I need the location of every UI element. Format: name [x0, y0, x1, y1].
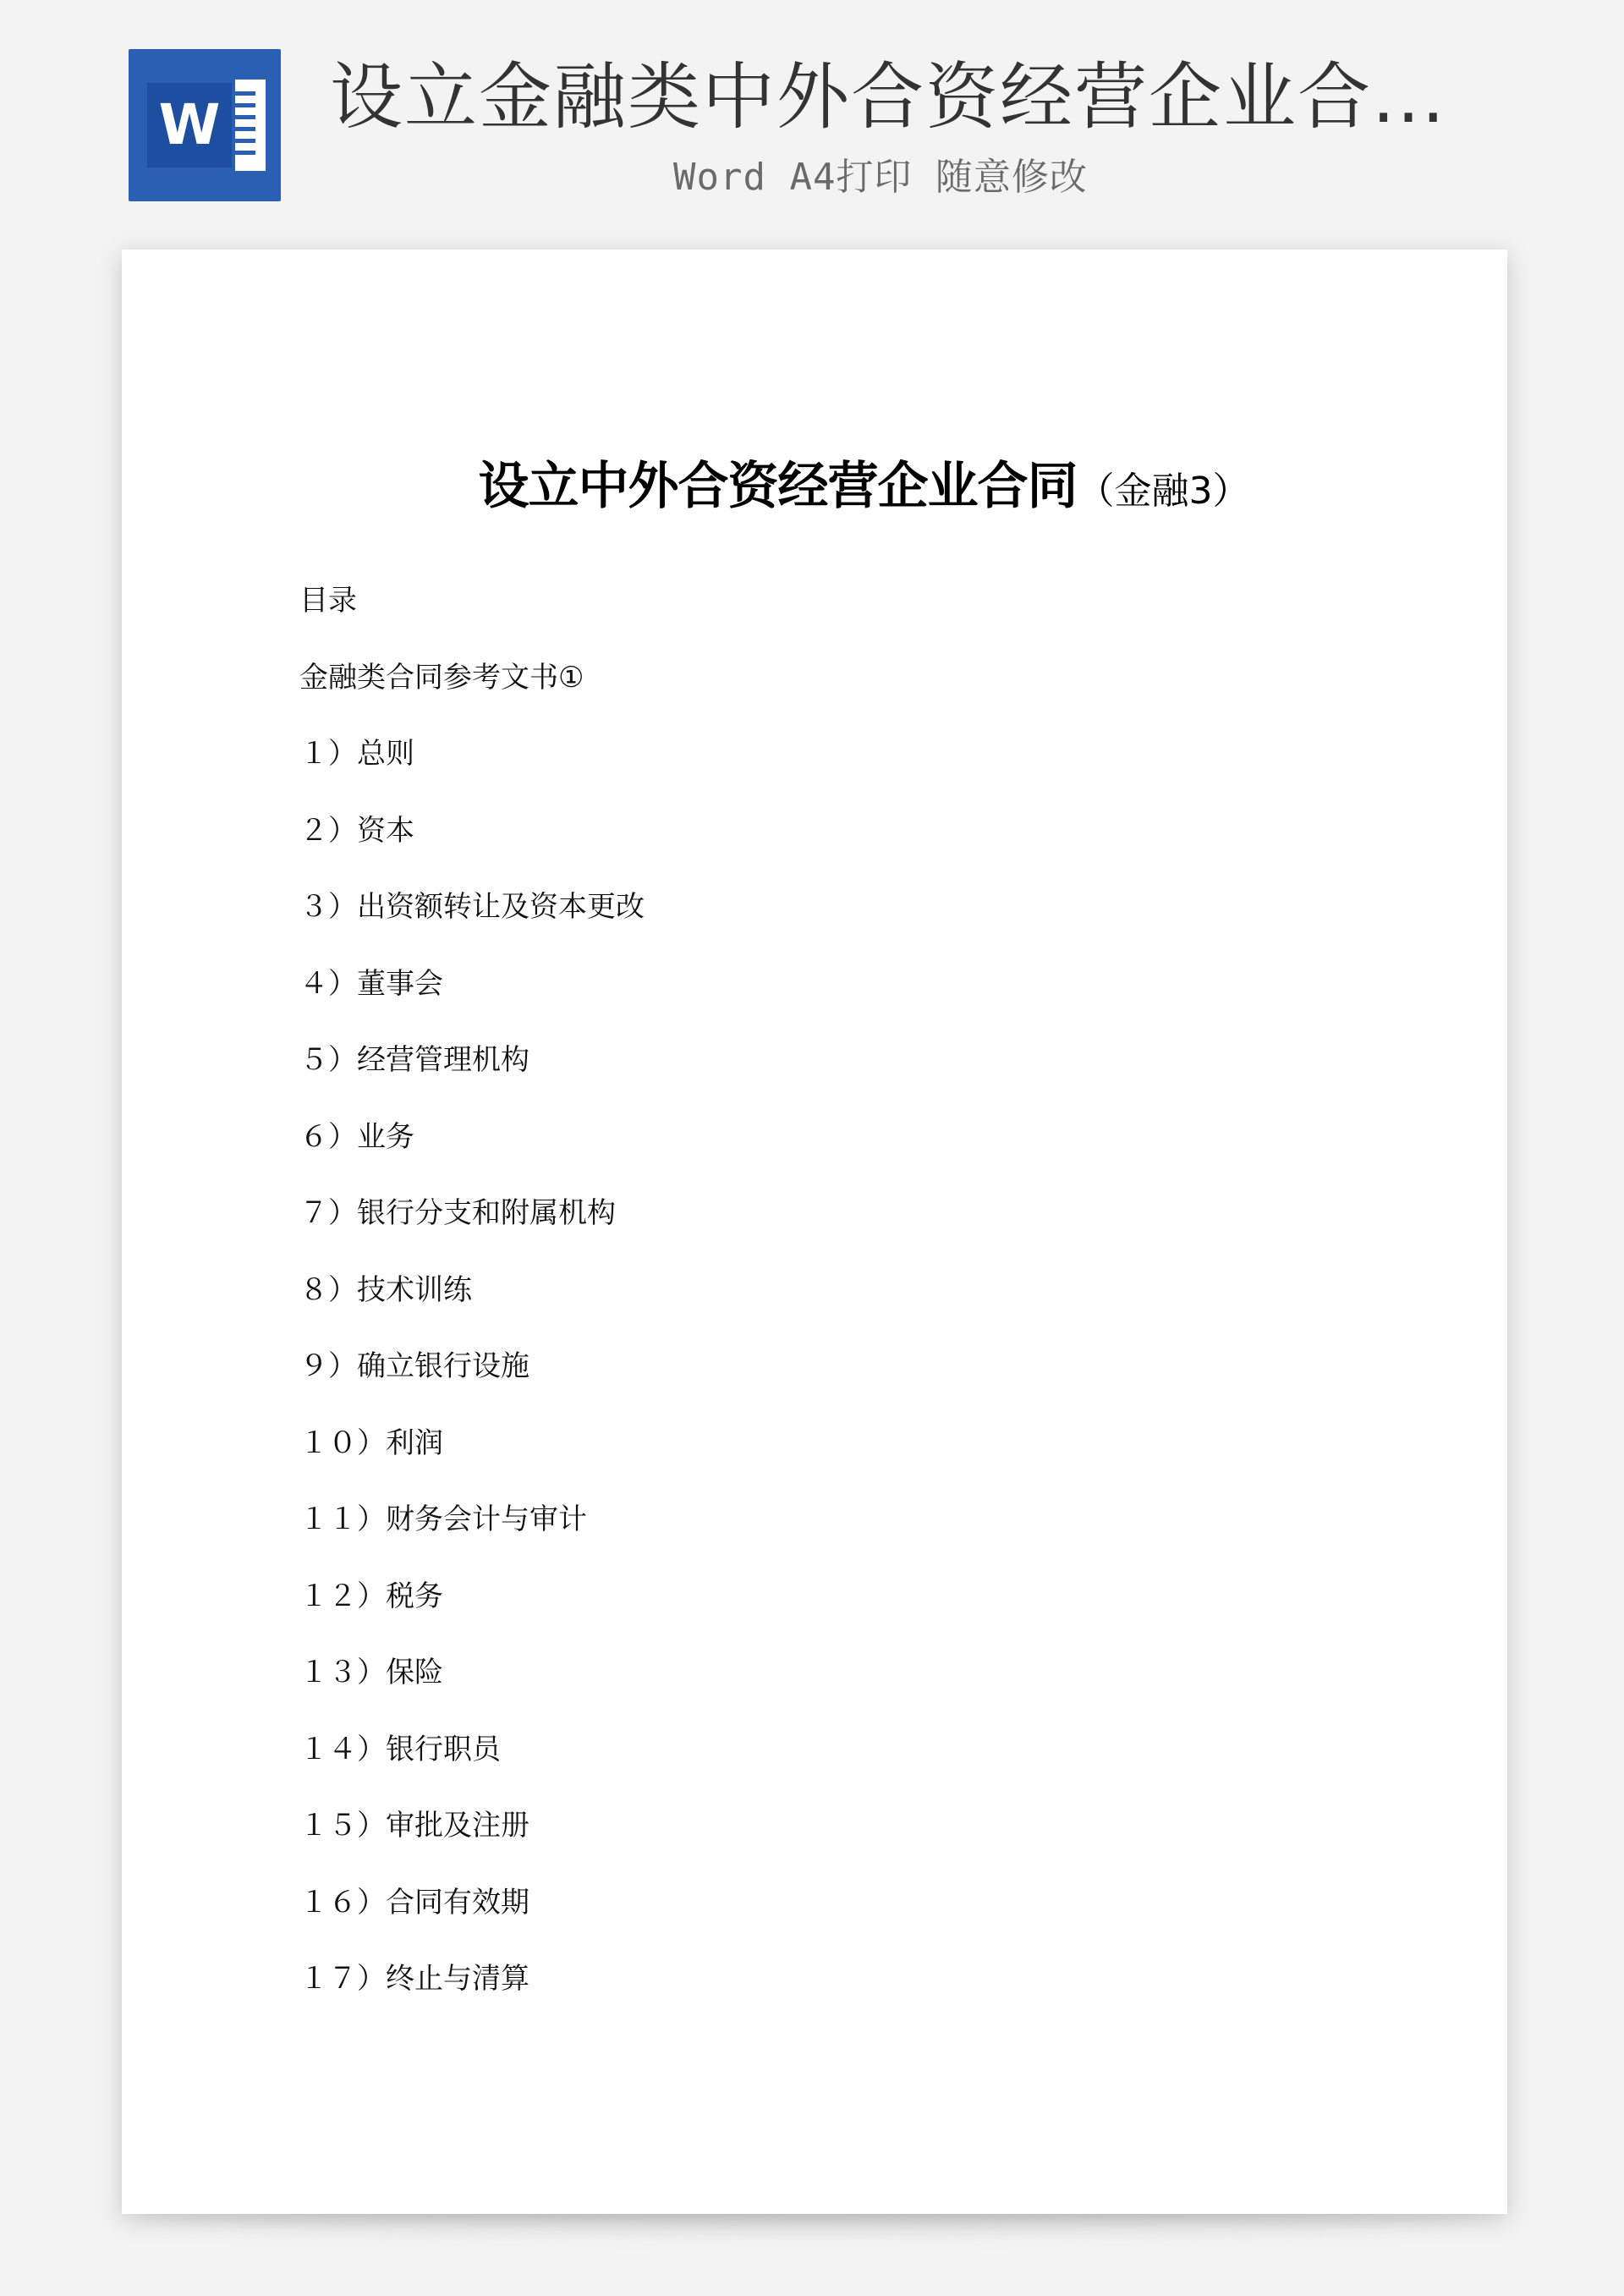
toc-item: １６）合同有效期 [299, 1885, 529, 1920]
toc-item: 金融类合同参考文书① [299, 660, 584, 695]
header [0, 0, 1624, 228]
toc-item: ７）银行分支和附属机构 [299, 1196, 616, 1230]
toc-item: １２）税务 [299, 1579, 443, 1613]
toc-item: ８）技术训练 [299, 1272, 472, 1307]
toc-heading: 目录 [299, 584, 357, 618]
toc-item: １０）利润 [299, 1425, 443, 1460]
word-document-icon [129, 49, 281, 201]
document-title-note: （金融3） [1077, 470, 1250, 513]
toc-item: ５）经营管理机构 [299, 1043, 529, 1077]
document-page [122, 250, 1507, 2214]
toc-item: １４）银行职员 [299, 1732, 501, 1766]
document-title [122, 446, 1606, 519]
toc-item: ９）确立银行设施 [299, 1349, 529, 1383]
toc-item: ４）董事会 [299, 966, 443, 1001]
toc-item: １３）保险 [299, 1656, 443, 1689]
word-letter-badge: W [147, 83, 232, 168]
toc-item: １７）终止与清算 [299, 1962, 529, 1996]
toc-item: １５）审批及注册 [299, 1809, 529, 1843]
toc-item: ３）出资额转让及资本更改 [299, 890, 645, 924]
toc-item: ６）业务 [299, 1119, 414, 1154]
toc-item: ２）资本 [299, 813, 414, 848]
toc-item: １１）财务会计与审计 [299, 1502, 587, 1536]
table-of-contents [299, 563, 645, 2018]
header-subtitle: Word A4打印 随意修改 [673, 156, 1088, 199]
toc-item: １）总则 [299, 737, 414, 771]
document-title-main: 设立中外合资经营企业合同 [478, 457, 1078, 516]
header-title: 设立金融类中外合资经营企业合... [330, 55, 1447, 140]
